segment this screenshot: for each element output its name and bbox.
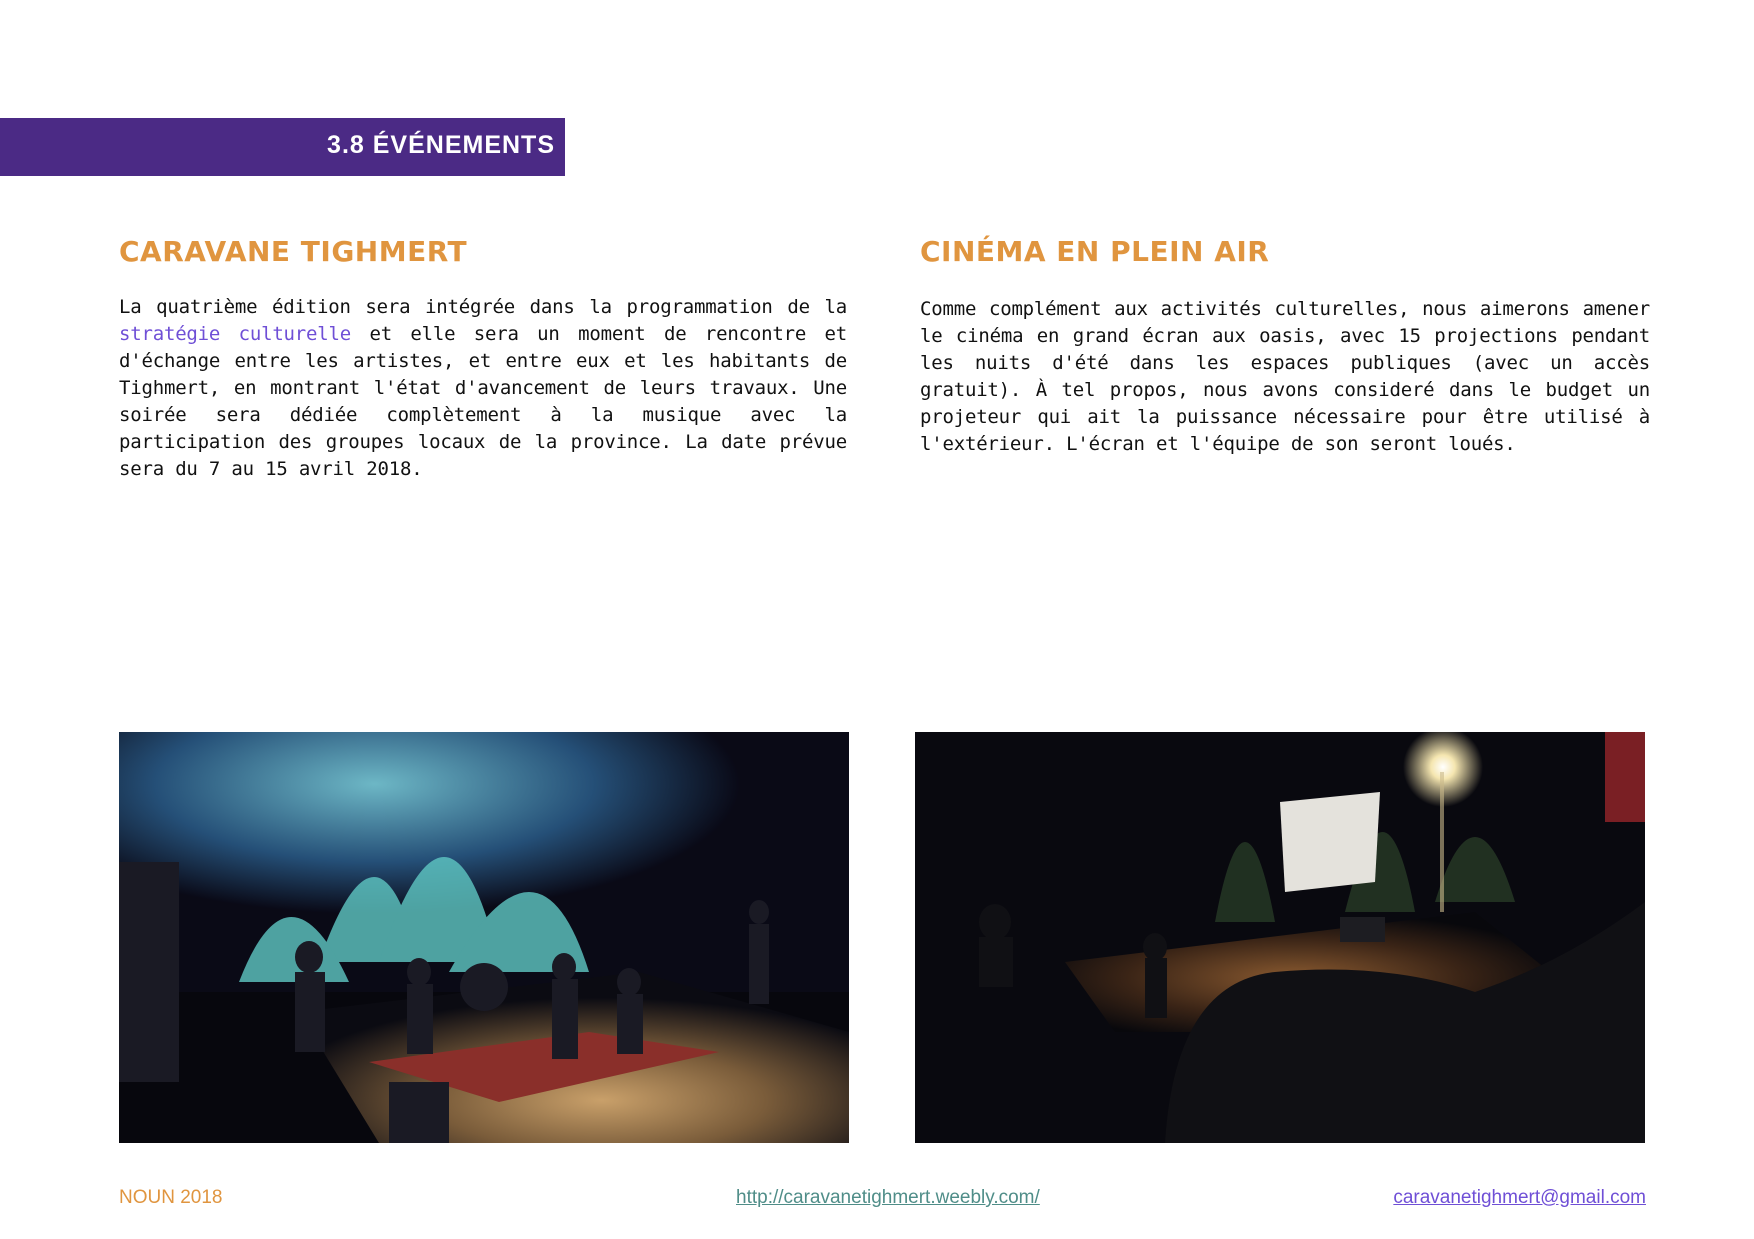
cinema-photo-illustration [915, 732, 1645, 1143]
concert-photo [119, 732, 849, 1143]
caravane-paragraph [119, 294, 847, 483]
caravane-text-end: et elle sera un moment de rencontre et d'échange entre les artistes, et entre eux et les habitants de Tighmert, en montrant l'état d'avancement de leurs travaux. Une soirée sera dédiée complètement à la musique avec la participation des groupes locaux de la province. La date prévue sera du 7 au 15 avril 2018. [119, 323, 848, 480]
section-title: 3.8 ÉVÉNEMENTS [327, 131, 555, 159]
footer-label: NOUN 2018 [119, 1187, 223, 1208]
concert-photo-illustration [119, 732, 849, 1143]
cinema-heading: CINÉMA EN PLEIN AIR [920, 235, 1270, 268]
section-header-band [0, 118, 565, 176]
email-link[interactable]: caravanetighmert@gmail.com [1393, 1187, 1646, 1208]
strategie-culturelle-link[interactable]: stratégie culturelle [119, 323, 351, 345]
cinema-paragraph: Comme complément aux activités culturelles, nous aimerons amener le cinéma en grand écran aux oasis, avec 15 projections pendant les nuits d'été dans les espaces publiques (avec un accès gratuit). À tel propos, nous avons consideré dans le budget un projeteur qui ait la puissance nécessaire pour être utilisé à l'extérieur. L'écran et l'équipe de son seront loués. [920, 298, 1650, 455]
caravane-column [119, 232, 849, 480]
caravane-heading: CARAVANE TIGHMERT [119, 235, 468, 268]
website-link[interactable]: http://caravanetighmert.weebly.com/ [736, 1187, 1040, 1208]
cinema-column [920, 232, 1650, 455]
outdoor-cinema-photo [915, 732, 1645, 1143]
caravane-text-start: La quatrième édition sera intégrée dans la programmation de la [119, 296, 847, 318]
